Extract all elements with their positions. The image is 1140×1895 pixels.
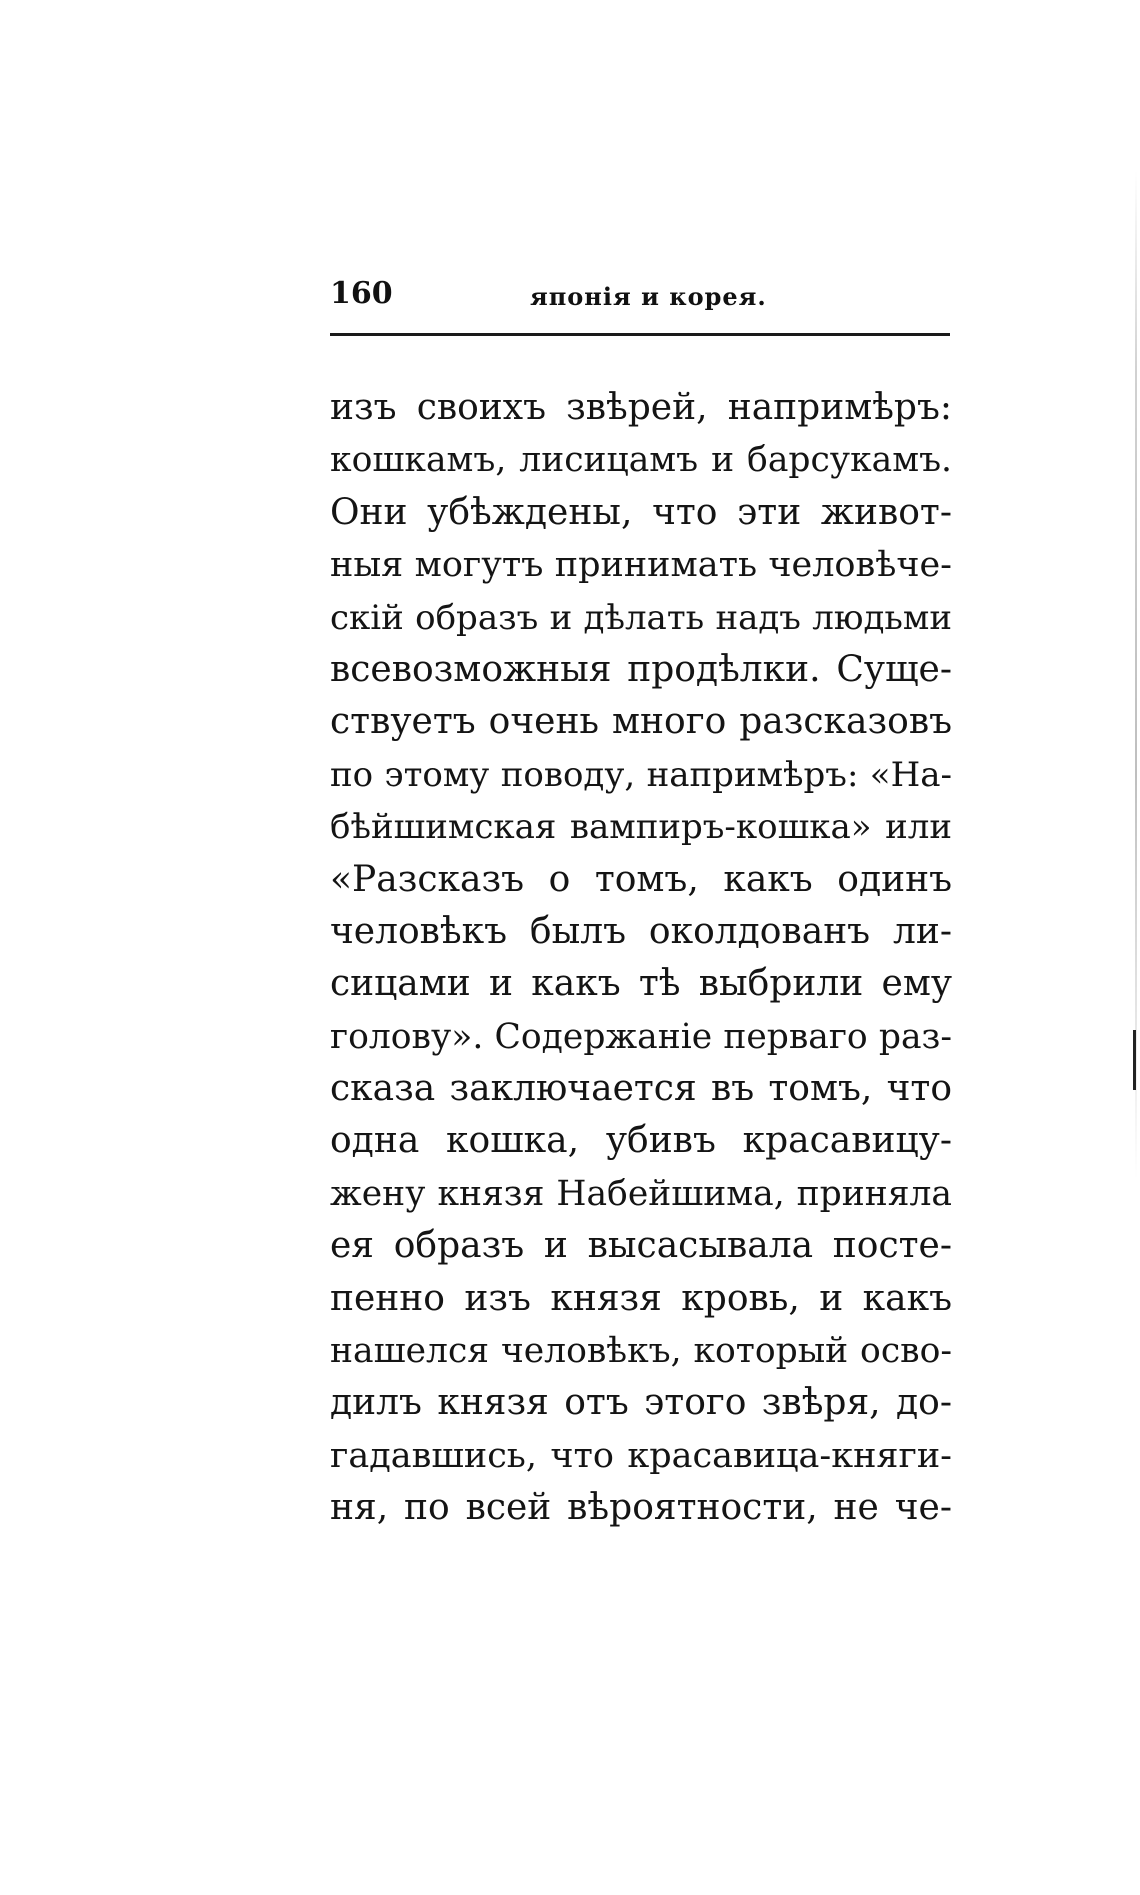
text-line: голову». Содержаніе перваго раз-	[330, 1016, 952, 1057]
text-line: ея образъ и высасывала посте-	[330, 1225, 952, 1267]
header-rule	[330, 333, 950, 336]
body-text	[330, 382, 952, 1535]
text-line: скій образъ и дѣлать надъ людьми	[330, 597, 952, 638]
text-line: нашелся человѣкъ, который осво-	[330, 1331, 952, 1372]
text-line: ня, по всей вѣроятности, не че-	[330, 1487, 952, 1529]
text-line: Они убѣждены, что эти живот-	[330, 491, 952, 533]
text-line: «Разсказъ о томъ, какъ одинъ	[330, 858, 952, 900]
scan-edge-shadow	[1135, 170, 1137, 1180]
text-line: изъ своихъ звѣрей, напримѣръ:	[330, 387, 952, 428]
text-line: сицами и какъ тѣ выбрили ему	[330, 963, 952, 1005]
text-line: ствуетъ очень много разсказовъ	[330, 701, 952, 743]
text-line: дилъ князя отъ этого звѣря, до-	[330, 1382, 952, 1424]
text-line: бѣйшимская вампиръ-кошка» или	[330, 807, 952, 848]
text-line: ныя могутъ принимать человѣче-	[330, 545, 952, 586]
text-line: сказа заключается въ томъ, что	[330, 1068, 952, 1110]
page-number: 160	[330, 276, 393, 311]
text-line: гадавшись, что красавица-княги-	[330, 1435, 952, 1476]
scan-edge-mark	[1133, 1030, 1136, 1090]
text-line: кошкамъ, лисицамъ и барсукамъ.	[330, 440, 952, 481]
text-line: жену князя Набейшима, приняла	[330, 1173, 952, 1214]
running-head	[330, 268, 950, 318]
text-line: одна кошка, убивъ красавицу-	[330, 1120, 952, 1162]
running-head-title: японія и корея.	[530, 282, 767, 311]
text-line: пенно изъ князя кровь, и какъ	[330, 1277, 952, 1319]
text-line: всевозможныя продѣлки. Суще-	[330, 648, 952, 690]
text-line: по этому поводу, напримѣръ: «На-	[330, 754, 952, 795]
text-line: человѣкъ былъ околдованъ ли-	[330, 910, 952, 952]
